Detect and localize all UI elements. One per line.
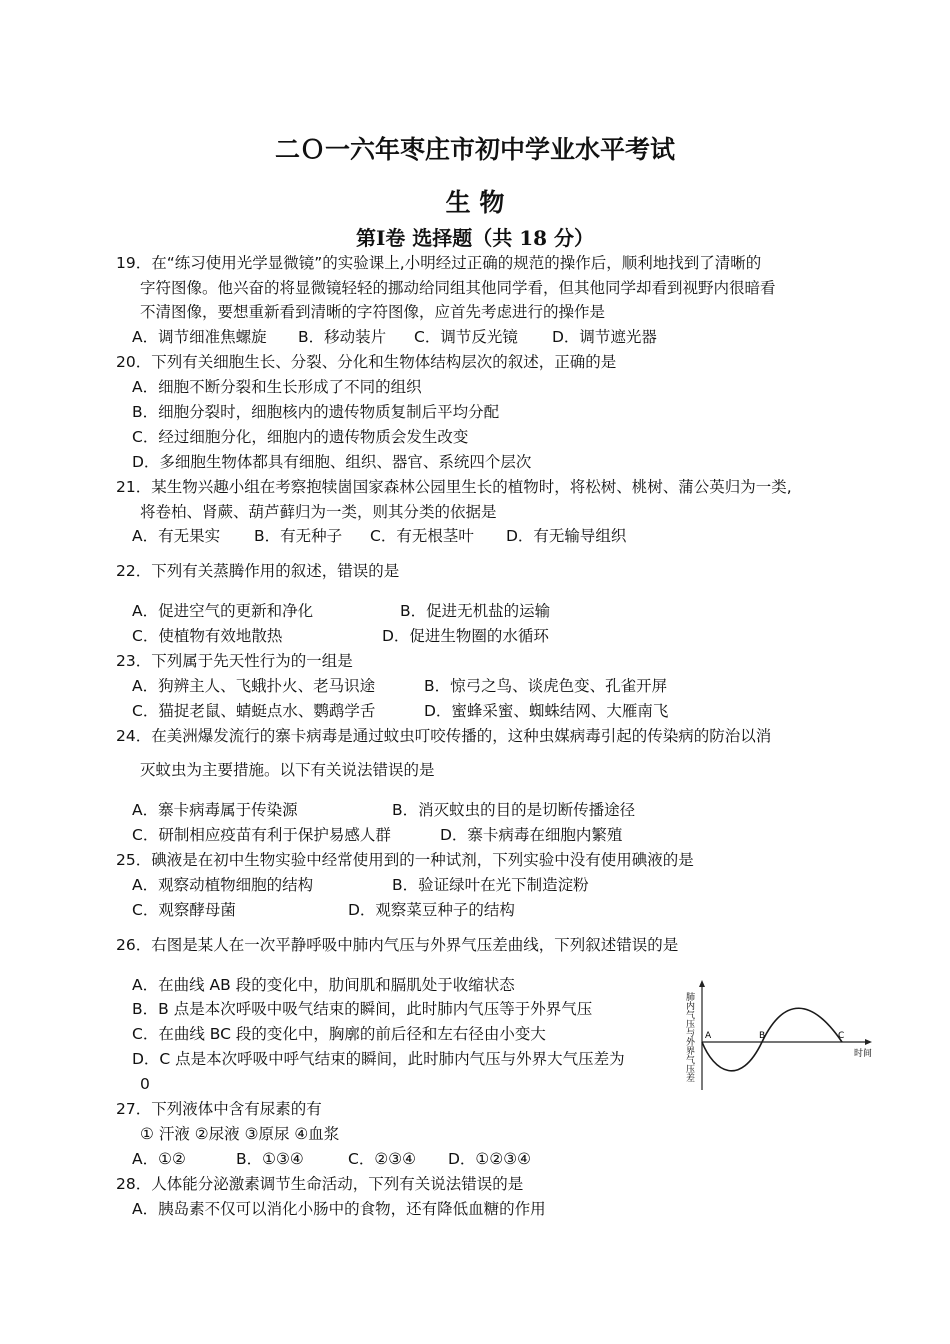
question-27-items: ① 汗液 ②尿液 ③原尿 ④血浆 [140,1125,340,1143]
question-19-stem-cont: 不清图像，要想重新看到清晰的字符图像，应首先考虑进行的操作是 [140,303,606,321]
option-b[interactable]: B．促进无机盐的运输 [400,602,551,620]
pressure-curve [702,1008,845,1071]
option-c[interactable]: C．调节反光镜 [414,328,518,346]
option-a[interactable]: A．细胞不断分裂和生长形成了不同的组织 [132,378,422,396]
question-23-stem: 23．下列属于先天性行为的一组是 [116,652,353,670]
question-23-options-row1 [132,676,667,696]
x-axis-arrow [865,1039,872,1045]
question-19-stem-cont: 字符图像。他兴奋的将显微镜轻轻的挪动给同组其他同学看，但其他同学却看到视野内很暗看 [140,279,776,297]
option-a[interactable]: A．胰岛素不仅可以消化小肠中的食物，还有降低血糖的作用 [132,1200,546,1218]
question-22-options-row2 [132,626,549,646]
question-28-stem: 28．人体能分泌激素调节生命活动，下列有关说法错误的是 [116,1175,524,1193]
option-b[interactable]: B．①③④ [236,1150,304,1168]
question-26-stem: 26．右图是某人在一次平静呼吸中肺内气压与外界气压差曲线，下列叙述错误的是 [116,936,679,954]
option-d[interactable]: D．寨卡病毒在细胞内繁殖 [440,826,623,844]
option-b[interactable]: B．惊弓之鸟、谈虎色变、孔雀开屏 [424,677,668,695]
option-d[interactable]: D．促进生物圈的水循环 [382,627,549,645]
option-b[interactable]: B．移动装片 [298,328,387,346]
question-22-options-row1 [132,601,550,621]
option-c[interactable]: C．有无根茎叶 [370,527,474,545]
question-21-stem: 21．某生物兴趣小组在考察抱犊崮国家森林公园里生长的植物时，将松树、桃树、蒲公英归为一类, [116,478,792,496]
option-a[interactable]: A．狗辨主人、飞蛾扑火、老马识途 [132,677,376,695]
question-24-options-row2 [132,825,622,845]
question-19-options [132,327,657,347]
option-c[interactable]: C．经过细胞分化，细胞内的遗传物质会发生改变 [132,428,469,446]
option-a[interactable]: A．促进空气的更新和净化 [132,602,314,620]
option-d[interactable]: D．观察菜豆种子的结构 [348,901,515,919]
question-19-stem: 19．在“练习使用光学显微镜”的实验课上,小明经过正确的规范的操作后，顺利地找到了清晰的 [116,254,762,272]
option-d[interactable]: D．蜜蜂采蜜、蜘蛛结网、大雁南飞 [424,702,669,720]
option-c[interactable]: C．猫捉老鼠、蜻蜓点水、鹦鹉学舌 [132,702,376,720]
pressure-difference-figure [684,978,876,1096]
y-axis-label: 肺内气压与外界气压差 [684,992,694,1082]
question-24-stem-cont: 灭蚊虫为主要措施。以下有关说法错误的是 [140,761,435,779]
question-27-options [132,1149,531,1169]
question-25-stem: 25．碘液是在初中生物实验中经常使用到的一种试剂，下列实验中没有使用碘液的是 [116,851,694,869]
option-b[interactable]: B．有无种子 [254,527,343,545]
option-d[interactable]: D．多细胞生物体都具有细胞、组织、器官、系统四个层次 [132,453,532,471]
point-b-label: B [759,1031,766,1041]
question-21-stem-cont: 将卷柏、肾蕨、葫芦藓归为一类，则其分类的依据是 [140,503,497,521]
point-a-label: A [705,1031,712,1041]
question-24-stem: 24．在美洲爆发流行的寨卡病毒是通过蚊虫叮咬传播的，这种虫媒病毒引起的传染病的防治以消 [116,727,772,745]
question-22-stem: 22．下列有关蒸腾作用的叙述，错误的是 [116,562,400,580]
option-c[interactable]: C．观察酵母菌 [132,901,236,919]
x-axis-label: 时间 [854,1049,873,1059]
option-b[interactable]: B．B 点是本次呼吸中吸气结束的瞬间，此时肺内气压等于外界气压 [132,1000,593,1018]
option-c[interactable]: C．在曲线 BC 段的变化中，胸廓的前后径和左右径由小变大 [132,1025,546,1043]
question-27-stem: 27．下列液体中含有尿素的有 [116,1100,322,1118]
option-a[interactable]: A．在曲线 AB 段的变化中，肋间肌和膈肌处于收缩状态 [132,976,515,994]
option-a[interactable]: A．有无果实 [132,527,221,545]
option-a[interactable]: A．观察动植物细胞的结构 [132,876,314,894]
question-24-options-row1 [132,800,635,820]
option-d[interactable]: D．调节遮光器 [552,328,657,346]
option-b[interactable]: B．消灭蚊虫的目的是切断传播途径 [392,801,636,819]
option-c[interactable]: C．使植物有效地散热 [132,627,283,645]
option-a[interactable]: A．寨卡病毒属于传染源 [132,801,298,819]
option-c[interactable]: C．②③④ [348,1150,417,1168]
section-heading: 第Ⅰ卷 选择题（共 18 分） [355,226,595,250]
option-b[interactable]: B．细胞分裂时，细胞核内的遗传物质复制后平均分配 [132,403,500,421]
question-20-stem: 20．下列有关细胞生长、分裂、分化和生物体结构层次的叙述，正确的是 [116,353,617,371]
option-a[interactable]: A．调节细准焦螺旋 [132,328,267,346]
question-25-options-row1 [132,875,589,895]
subject-heading: 生 物 [445,188,505,217]
y-axis-arrow [699,980,705,987]
question-21-options [132,526,626,546]
question-23-options-row2 [132,701,668,721]
option-d[interactable]: D．C 点是本次呼吸中呼气结束的瞬间，此时肺内气压与外界大气压差为 [132,1050,625,1068]
option-b[interactable]: B．验证绿叶在光下制造淀粉 [392,876,589,894]
page-title: 二Ｏ一六年枣庄市初中学业水平考试 [274,135,675,164]
option-d-cont: 0 [140,1075,150,1093]
option-d[interactable]: D．有无输导组织 [506,527,627,545]
point-c-label: C [838,1031,845,1041]
question-25-options-row2 [132,900,515,920]
option-d[interactable]: D．①②③④ [448,1150,532,1168]
option-c[interactable]: C．研制相应疫苗有利于保护易感人群 [132,826,391,844]
option-a[interactable]: A．①② [132,1150,186,1168]
